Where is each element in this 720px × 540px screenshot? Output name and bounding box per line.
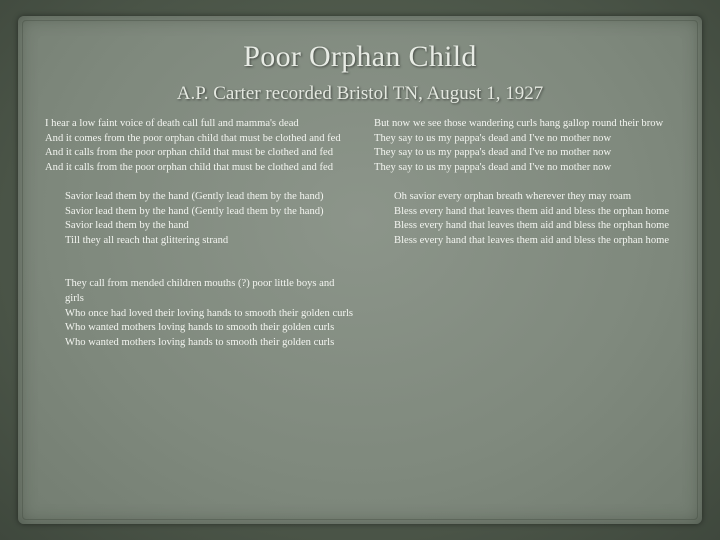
lyric-line: Savior lead them by the hand (Gently lead them by the hand): [65, 190, 324, 202]
lyric-line: Bless every hand that leaves them aid and bless the orphan home: [394, 220, 670, 232]
right-stanza-2: [374, 190, 674, 248]
lyric-line: And it comes from the poor orphan child that must be clothed and fed: [45, 132, 341, 144]
lyric-line: Till they all reach that glittering strand: [65, 234, 229, 246]
lyric-line: They say to us my pappa's dead and I've no mother now: [374, 161, 612, 173]
lyric-line: And it calls from the poor orphan child that must be clothed and fed: [45, 161, 334, 173]
lyric-line: Bless every hand that leaves them aid and bless the orphan home: [394, 234, 670, 246]
lyric-line: Savior lead them by the hand: [65, 220, 189, 232]
lyrics-left-column: [45, 117, 355, 365]
left-stanza-1: [45, 117, 355, 175]
left-stanza-2: [45, 190, 355, 248]
lyric-line: Bless every hand that leaves them aid and bless the orphan home: [394, 205, 670, 217]
lyric-line: Who wanted mothers loving hands to smooth their golden curls: [65, 322, 335, 334]
lyric-line: Who wanted mothers loving hands to smooth their golden curls: [65, 336, 335, 348]
lyric-line: They call from mended children mouths (?) poor little boys and girls: [65, 278, 335, 304]
right-stanza-1: [374, 117, 674, 175]
left-stanza-3: [45, 277, 355, 350]
lyric-line: They say to us my pappa's dead and I've no mother now: [374, 147, 612, 159]
lyric-line: I hear a low faint voice of death call full and mamma's dead: [45, 118, 299, 129]
lyrics-right-column: [374, 117, 674, 263]
lyric-line: But now we see those wandering curls hang gallop round their brow: [374, 118, 664, 129]
slide-subtitle: A.P. Carter recorded Bristol TN, August 1, 1927: [176, 83, 544, 104]
lyric-line: Savior lead them by the hand (Gently lead them by the hand): [65, 205, 324, 217]
slide-title: Poor Orphan Child: [243, 40, 477, 73]
lyric-line: Oh savior every orphan breath wherever they may roam: [394, 190, 632, 202]
lyric-line: And it calls from the poor orphan child that must be clothed and fed: [45, 147, 334, 159]
lyric-line: They say to us my pappa's dead and I've no mother now: [374, 132, 612, 144]
lyric-line: Who once had loved their loving hands to smooth their golden curls: [65, 307, 354, 319]
